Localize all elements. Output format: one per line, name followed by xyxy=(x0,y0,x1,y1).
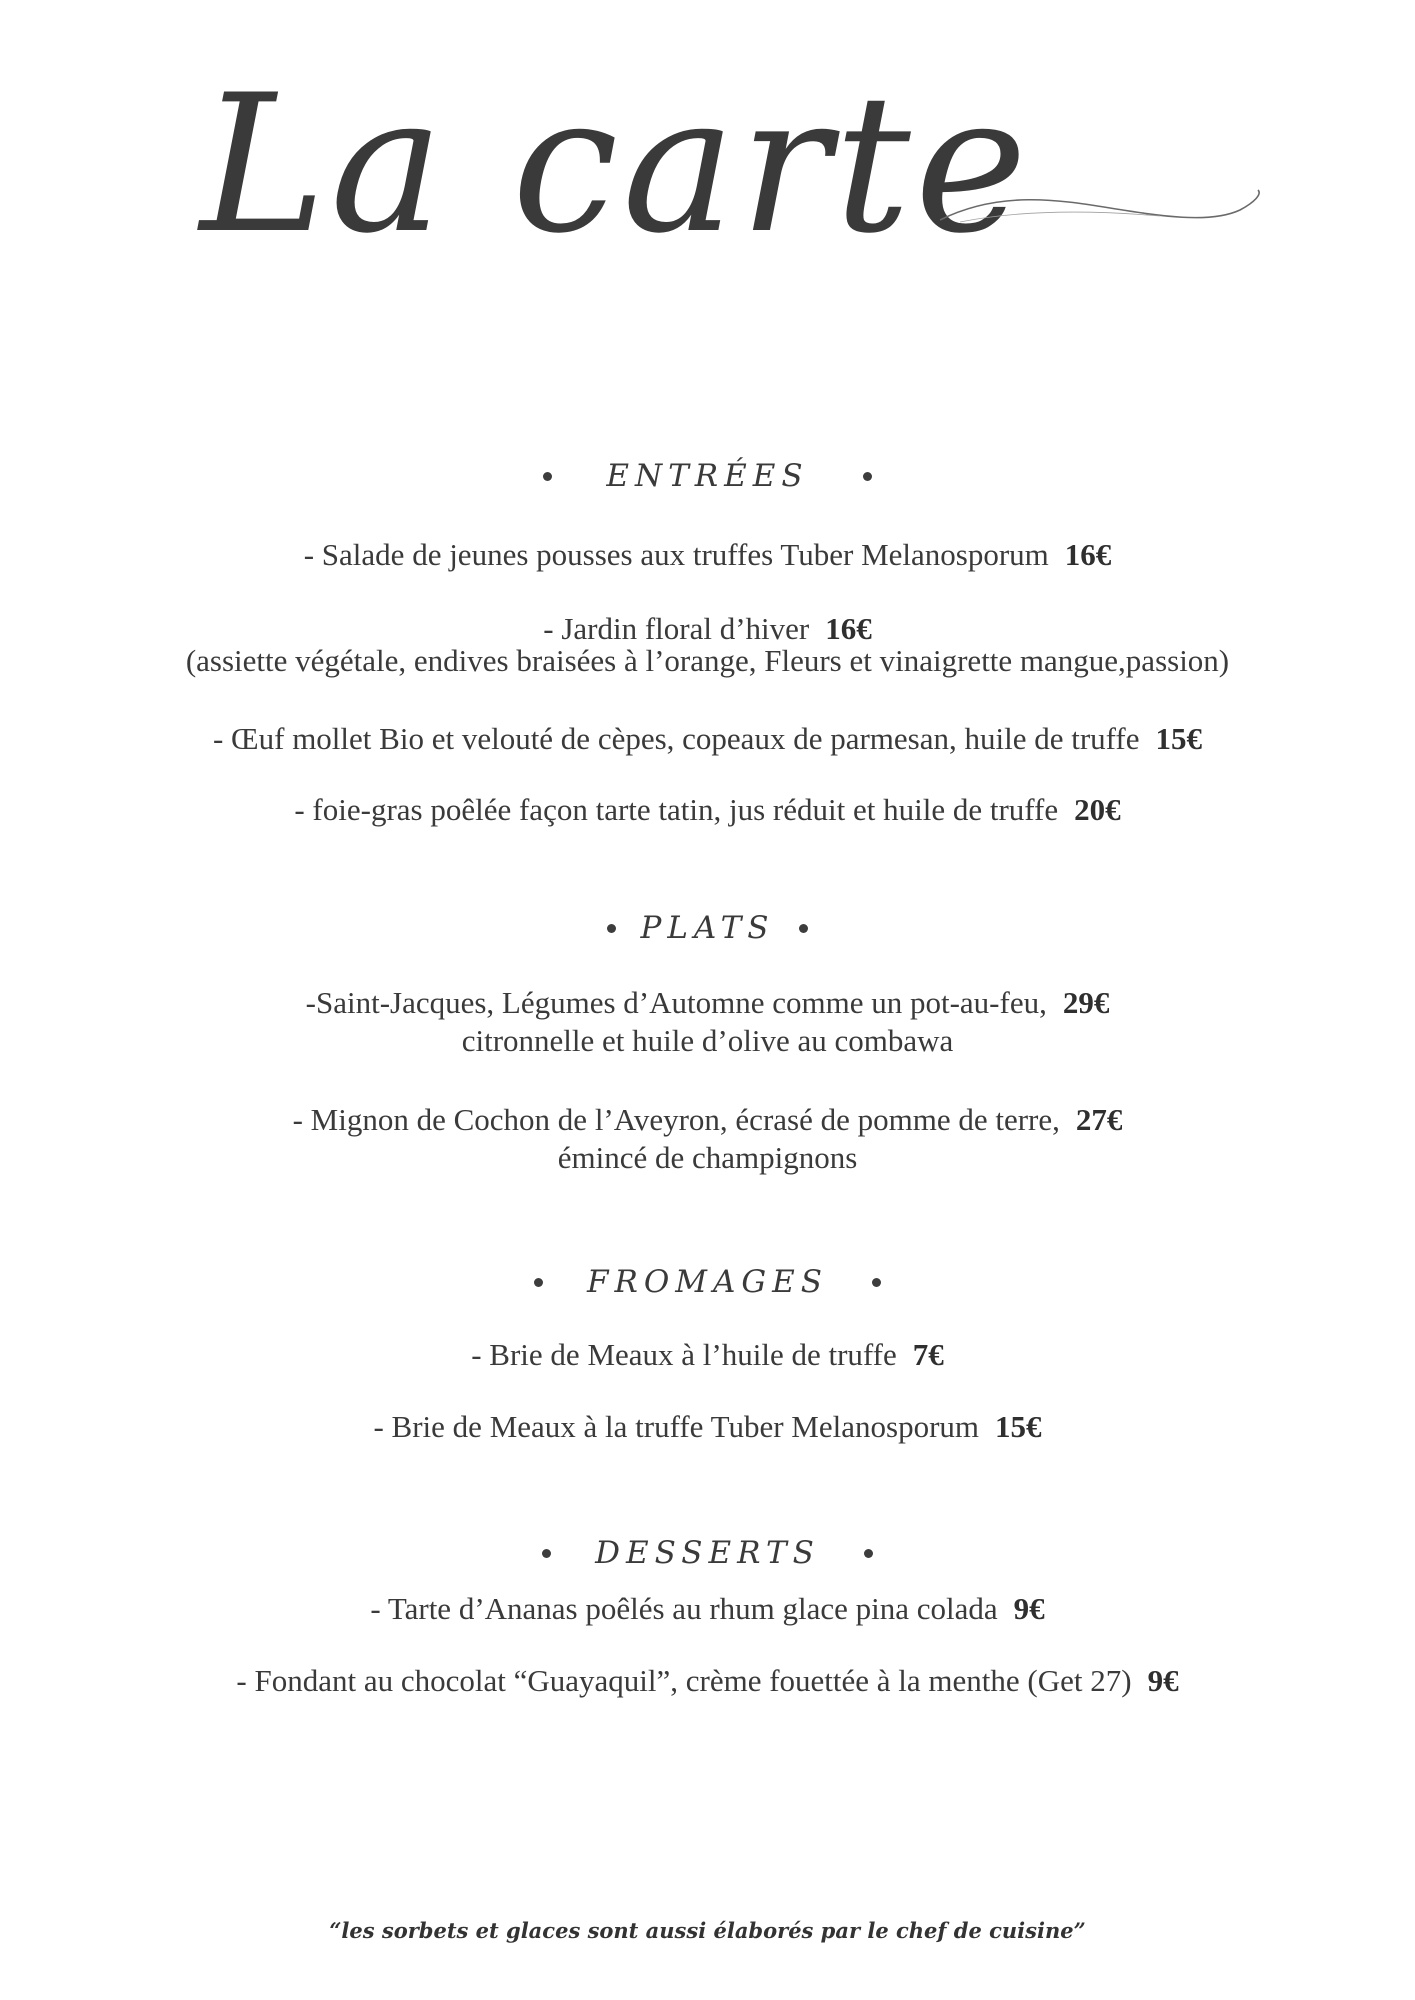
menu-item xyxy=(0,984,1415,1060)
item-price: 9€ xyxy=(1147,1663,1179,1698)
section-title: PLATS xyxy=(640,910,775,946)
item-name: - Fondant au chocolat “Guayaquil”, crème fouettée à la menthe (Get 27) xyxy=(236,1663,1132,1698)
section-heading-plats xyxy=(0,908,1415,948)
item-description: (assiette végétale, endives braisées à l’orange, Fleurs et vinaigrette mangue,passion) xyxy=(185,643,1230,678)
item-name: - foie-gras poêlée façon tarte tatin, jus réduit et huile de truffe xyxy=(294,792,1059,827)
item-price: 15€ xyxy=(1155,721,1203,756)
section-heading-entrees xyxy=(0,456,1415,496)
item-price: 15€ xyxy=(995,1409,1042,1444)
bullet-dot xyxy=(543,472,552,481)
item-name: - Brie de Meaux à la truffe Tuber Melanosporum xyxy=(373,1409,979,1444)
item-name: - Œuf mollet Bio et velouté de cèpes, copeaux de parmesan, huile de truffe xyxy=(212,721,1140,756)
item-price: 29€ xyxy=(1062,985,1110,1020)
section-title: FROMAGES xyxy=(586,1264,829,1300)
section-heading-desserts xyxy=(0,1533,1415,1573)
section-title: ENTRÉES xyxy=(606,458,809,494)
item-name: - Salade de jeunes pousses aux truffes Tuber Melanosporum xyxy=(303,537,1049,572)
menu-item xyxy=(0,720,1415,758)
item-name: - Tarte d’Ananas poêlés au rhum glace pina colada xyxy=(370,1591,998,1626)
menu-item xyxy=(0,1662,1415,1700)
item-price: 16€ xyxy=(1064,537,1112,572)
item-name: - Jardin floral d’hiver xyxy=(543,611,810,646)
item-name: -Saint-Jacques, Légumes d’Automne comme un pot-au-feu, xyxy=(305,985,1047,1020)
bullet-dot xyxy=(607,924,616,933)
item-name: - Mignon de Cochon de l’Aveyron, écrasé de pomme de terre, xyxy=(292,1102,1060,1137)
menu-item xyxy=(0,1408,1415,1446)
item-price: 9€ xyxy=(1013,1591,1045,1626)
bullet-dot xyxy=(863,472,872,481)
item-price: 27€ xyxy=(1075,1102,1123,1137)
section-title: DESSERTS xyxy=(595,1535,820,1571)
bullet-dot xyxy=(872,1278,881,1287)
menu-item xyxy=(0,536,1415,574)
menu-item xyxy=(0,791,1415,829)
item-price: 16€ xyxy=(825,611,872,646)
footer-note: “les sorbets et glaces sont aussi élaborés par le chef de cuisine” xyxy=(329,1918,1086,1943)
item-description: citronnelle et huile d’olive au combawa xyxy=(461,1023,954,1058)
menu-item xyxy=(0,1101,1415,1177)
bullet-dot xyxy=(542,1549,551,1558)
section-heading-fromages xyxy=(0,1262,1415,1302)
item-price: 20€ xyxy=(1074,792,1121,827)
bullet-dot xyxy=(864,1549,873,1558)
bullet-dot xyxy=(799,924,808,933)
menu-item xyxy=(0,1336,1415,1374)
item-price: 7€ xyxy=(912,1337,944,1372)
item-name: - Brie de Meaux à l’huile de truffe xyxy=(471,1337,897,1372)
menu-item xyxy=(0,610,1415,680)
title-swash-ornament xyxy=(940,180,1280,240)
menu-item xyxy=(0,1590,1415,1628)
menu-title xyxy=(200,54,1280,310)
bullet-dot xyxy=(534,1278,543,1287)
item-description: émincé de champignons xyxy=(557,1140,858,1175)
menu-title-text: La carte xyxy=(200,54,1032,275)
